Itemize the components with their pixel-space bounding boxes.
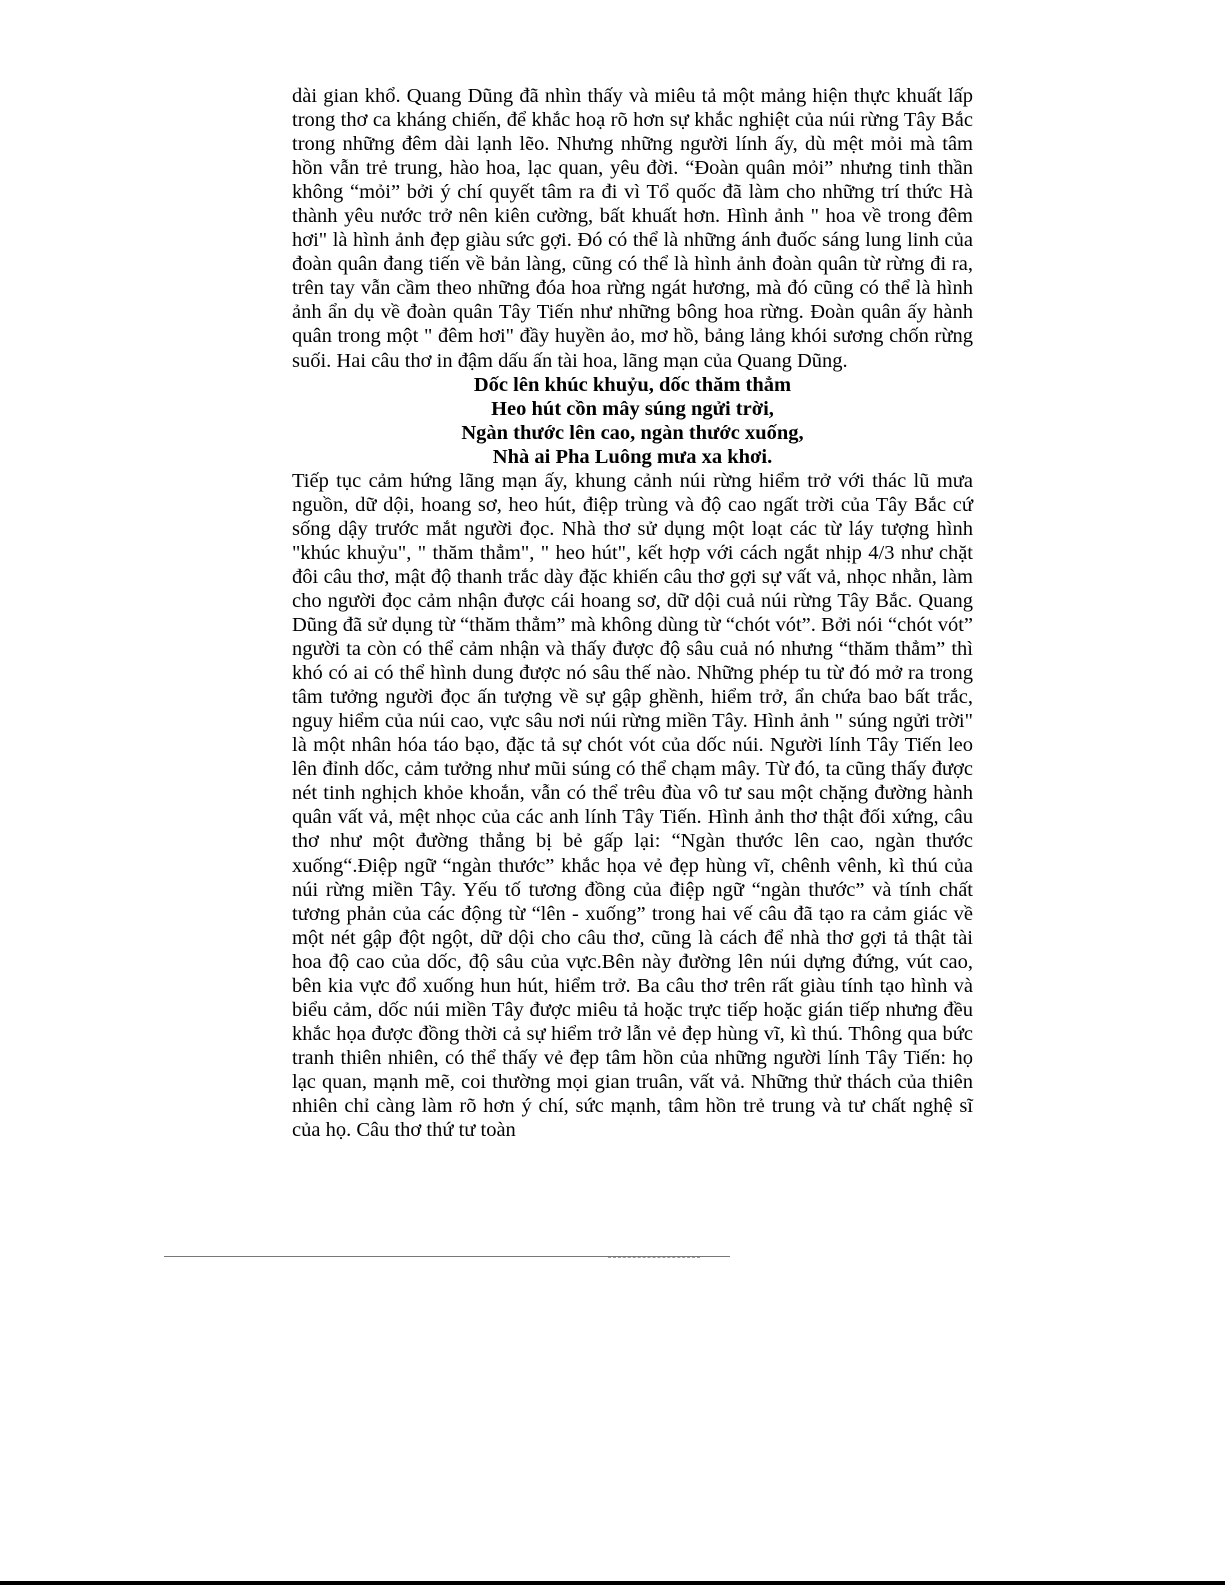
body-text — [292, 84, 973, 1142]
paragraph-2: Tiếp tục cảm hứng lãng mạn ấy, khung cảnh núi rừng hiểm trở với thác lũ mưa nguồn, dữ dội, hoang sơ, heo hút, điệp trùng và độ cao ngất trời của Tây Bắc cứ sống dậy trước mắt người đọc. Nhà thơ sử dụng một loạt các từ láy tượng hình "khúc khuỷu", " thăm thẳm", " heo hút", kết hợp với cách ngắt nhịp 4/3 như chặt đôi câu thơ, mật độ thanh trắc dày đặc khiến câu thơ gợi sự vất vả, nhọc nhằn, làm cho người đọc cảm nhận được cái hoang sơ, dữ dội cuả núi rừng Tây Bắc. Quang Dũng đã sử dụng từ “thăm thẳm” mà không dùng từ “chót vót”. Bởi nói “chót vót” người ta còn có thể cảm nhận và thấy được độ sâu cuả nó nhưng “thăm thẳm” thì khó có ai có thể hình dung được nó sâu thế nào. Những phép tu từ đó mở ra trong tâm tưởng người đọc ấn tượng về sự gập ghềnh, hiểm trở, ẩn chứa bao bất trắc, nguy hiểm của núi cao, vực sâu nơi núi rừng miền Tây. Hình ảnh " súng ngửi trời" là một nhân hóa táo bạo, đặc tả sự chót vót của dốc núi. Người lính Tây Tiến leo lên đỉnh dốc, cảm tưởng như mũi súng có thể chạm mây. Từ đó, ta cũng thấy được nét tinh nghịch khỏe khoắn, vẫn có thể trêu đùa vô tư sau một chặng đường hành quân vất vả, mệt nhọc của các anh lính Tây Tiến. Hình ảnh thơ thật đối xứng, câu thơ như một đường thẳng bị bẻ gấp lại: “Ngàn thước lên cao, ngàn thước xuống“.Điệp ngữ “ngàn thước” khắc họa vẻ đẹp hùng vĩ, chênh vênh, kì thú của núi rừng miền Tây. Yếu tố tương đồng của điệp ngữ “ngàn thước” và tính chất tương phản của các động từ “lên - xuống” trong hai vế câu đã tạo ra cảm giác về một nét gập đột ngột, dữ dội cho câu thơ, cũng là cách để nhà thơ gợi tả thật tài hoa độ cao của dốc, độ sâu của vực.Bên này đường lên núi dựng đứng, vút cao, bên kia vực đổ xuống hun hút, hiểm trở. Ba câu thơ trên rất giàu tính tạo hình và biểu cảm, dốc núi miền Tây được miêu tả hoặc trực tiếp hoặc gián tiếp nhưng đều khắc họa được đồng thời cả sự hiểm trở lẫn vẻ đẹp hùng vĩ, kì thú. Thông qua bức tranh thiên nhiên, có thể thấy vẻ đẹp tâm hồn của những người lính Tây Tiến: họ lạc quan, mạnh mẽ, coi thường mọi gian truân, vất vả. Những thử thách của thiên nhiên chỉ càng làm rõ hơn ý chí, sức mạnh, tâm hồn trẻ trung và tư chất nghệ sĩ của họ. Câu thơ thứ tư toàn — [292, 469, 973, 1142]
poem-stanza — [292, 373, 973, 469]
paragraph-1: dài gian khổ. Quang Dũng đã nhìn thấy và miêu tả một mảng hiện thực khuất lấp trong thơ ca kháng chiến, để khắc hoạ rõ hơn sự khắc nghiệt của núi rừng Tây Bắc trong những đêm dài lạnh lẽo. Nhưng những người lính ấy, dù mệt mỏi mà tâm hồn vẫn trẻ trung, hào hoa, lạc quan, yêu đời. “Đoàn quân mỏi” nhưng tinh thần không “mỏi” bởi ý chí quyết tâm ra đi vì Tổ quốc đã làm cho những trí thức Hà thành yêu nước trở nên kiên cường, bất khuất hơn. Hình ảnh " hoa về trong đêm hơi" là hình ảnh đẹp giàu sức gợi. Đó có thể là những ánh đuốc sáng lung linh của đoàn quân đang tiến về bản làng, cũng có thể là hình ảnh đoàn quân từ rừng đi ra, trên tay vẫn cầm theo những đóa hoa rừng ngát hương, mà đó cũng có thể là hình ảnh ẩn dụ về đoàn quân Tây Tiến như những bông hoa rừng. Đoàn quân ấy hành quân trong một " đêm hơi" đầy huyền ảo, mơ hồ, bảng lảng khói sương chốn rừng suối. Hai câu thơ in đậm dấu ấn tài hoa, lãng mạn của Quang Dũng. — [292, 85, 973, 372]
footnote-separator-dash — [608, 1257, 700, 1258]
poem-line-1: Dốc lên khúc khuỷu, dốc thăm thẳm — [473, 373, 792, 396]
poem-line-4: Nhà ai Pha Luông mưa xa khơi. — [492, 445, 773, 468]
poem-line-2: Heo hút cồn mây súng ngửi trời, — [491, 397, 774, 420]
poem-line-3: Ngàn thước lên cao, ngàn thước xuống, — [461, 421, 804, 444]
page-bottom-edge — [0, 1581, 1225, 1585]
